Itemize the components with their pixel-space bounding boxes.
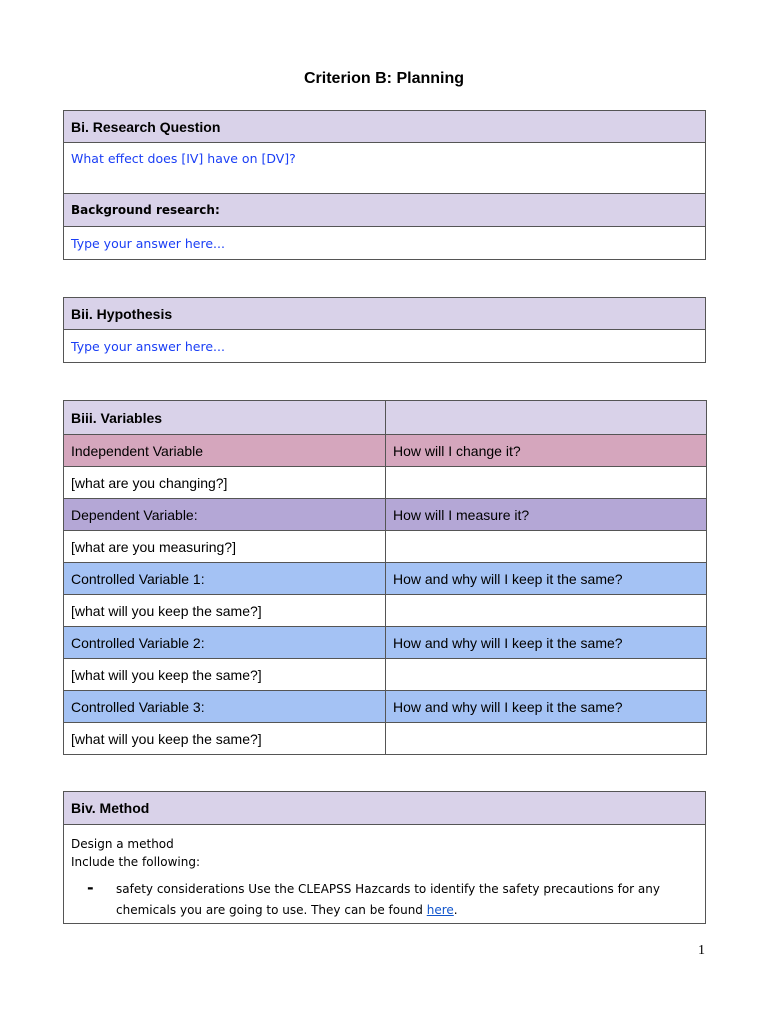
controlled-variable-3-label: Controlled Variable 3:	[64, 691, 386, 723]
controlled-variable-1-field[interactable]: [what will you keep the same?]	[64, 595, 386, 627]
page-number: 1	[698, 943, 705, 958]
independent-variable-field[interactable]: [what are you changing?]	[64, 467, 386, 499]
hypothesis-field[interactable]: Type your answer here...	[64, 330, 706, 363]
controlled-variable-3-field[interactable]: [what will you keep the same?]	[64, 723, 386, 755]
variables-header: Biii. Variables	[64, 401, 386, 435]
dependent-variable-label: Dependent Variable:	[64, 499, 386, 531]
controlled-variable-2-label: Controlled Variable 2:	[64, 627, 386, 659]
table-row	[64, 627, 707, 659]
hazcards-link[interactable]: here	[426, 903, 454, 917]
dependent-variable-question: How will I measure it?	[386, 499, 707, 531]
controlled-variable-2-question: How and why will I keep it the same?	[386, 627, 707, 659]
research-question-header: Bi. Research Question	[64, 111, 706, 143]
table-row	[64, 531, 707, 563]
controlled-variable-2-field[interactable]: [what will you keep the same?]	[64, 659, 386, 691]
independent-variable-question: How will I change it?	[386, 435, 707, 467]
dependent-variable-answer[interactable]	[386, 531, 707, 563]
controlled-variable-3-answer[interactable]	[386, 723, 707, 755]
table-row	[64, 659, 707, 691]
table-row	[64, 435, 707, 467]
controlled-variable-1-question: How and why will I keep it the same?	[386, 563, 707, 595]
method-table	[63, 791, 706, 924]
hypothesis-table	[63, 297, 706, 363]
research-question-table	[63, 110, 706, 260]
table-row	[64, 467, 707, 499]
method-line-1: Design a method	[71, 837, 174, 851]
table-row	[64, 563, 707, 595]
safety-text-end: .	[453, 903, 458, 917]
method-line-2: Include the following:	[71, 855, 200, 869]
controlled-variable-1-answer[interactable]	[386, 595, 707, 627]
table-row	[64, 723, 707, 755]
method-header: Biv. Method	[64, 792, 706, 825]
safety-text: safety considerations Use the CLEAPSS Hazcards to identify the safety precautions for any chemicals you are going to use. They can be found	[116, 882, 660, 917]
controlled-variable-3-question: How and why will I keep it the same?	[386, 691, 707, 723]
variables-header-blank	[386, 401, 707, 435]
background-research-field[interactable]: Type your answer here...	[64, 227, 706, 260]
list-item	[71, 879, 698, 921]
variables-table	[63, 400, 707, 755]
table-row	[64, 595, 707, 627]
independent-variable-answer[interactable]	[386, 467, 707, 499]
hypothesis-header: Bii. Hypothesis	[64, 298, 706, 330]
dependent-variable-field[interactable]: [what are you measuring?]	[64, 531, 386, 563]
table-row	[64, 691, 707, 723]
table-row	[64, 499, 707, 531]
method-body[interactable]	[64, 825, 706, 924]
controlled-variable-1-label: Controlled Variable 1:	[64, 563, 386, 595]
background-research-label: Background research:	[64, 194, 706, 227]
independent-variable-label: Independent Variable	[64, 435, 386, 467]
bullet-dash-icon: -	[87, 878, 94, 897]
controlled-variable-2-answer[interactable]	[386, 659, 707, 691]
research-question-field[interactable]: What effect does [IV] have on [DV]?	[64, 143, 706, 194]
page-title: Criterion B: Planning	[304, 70, 464, 87]
